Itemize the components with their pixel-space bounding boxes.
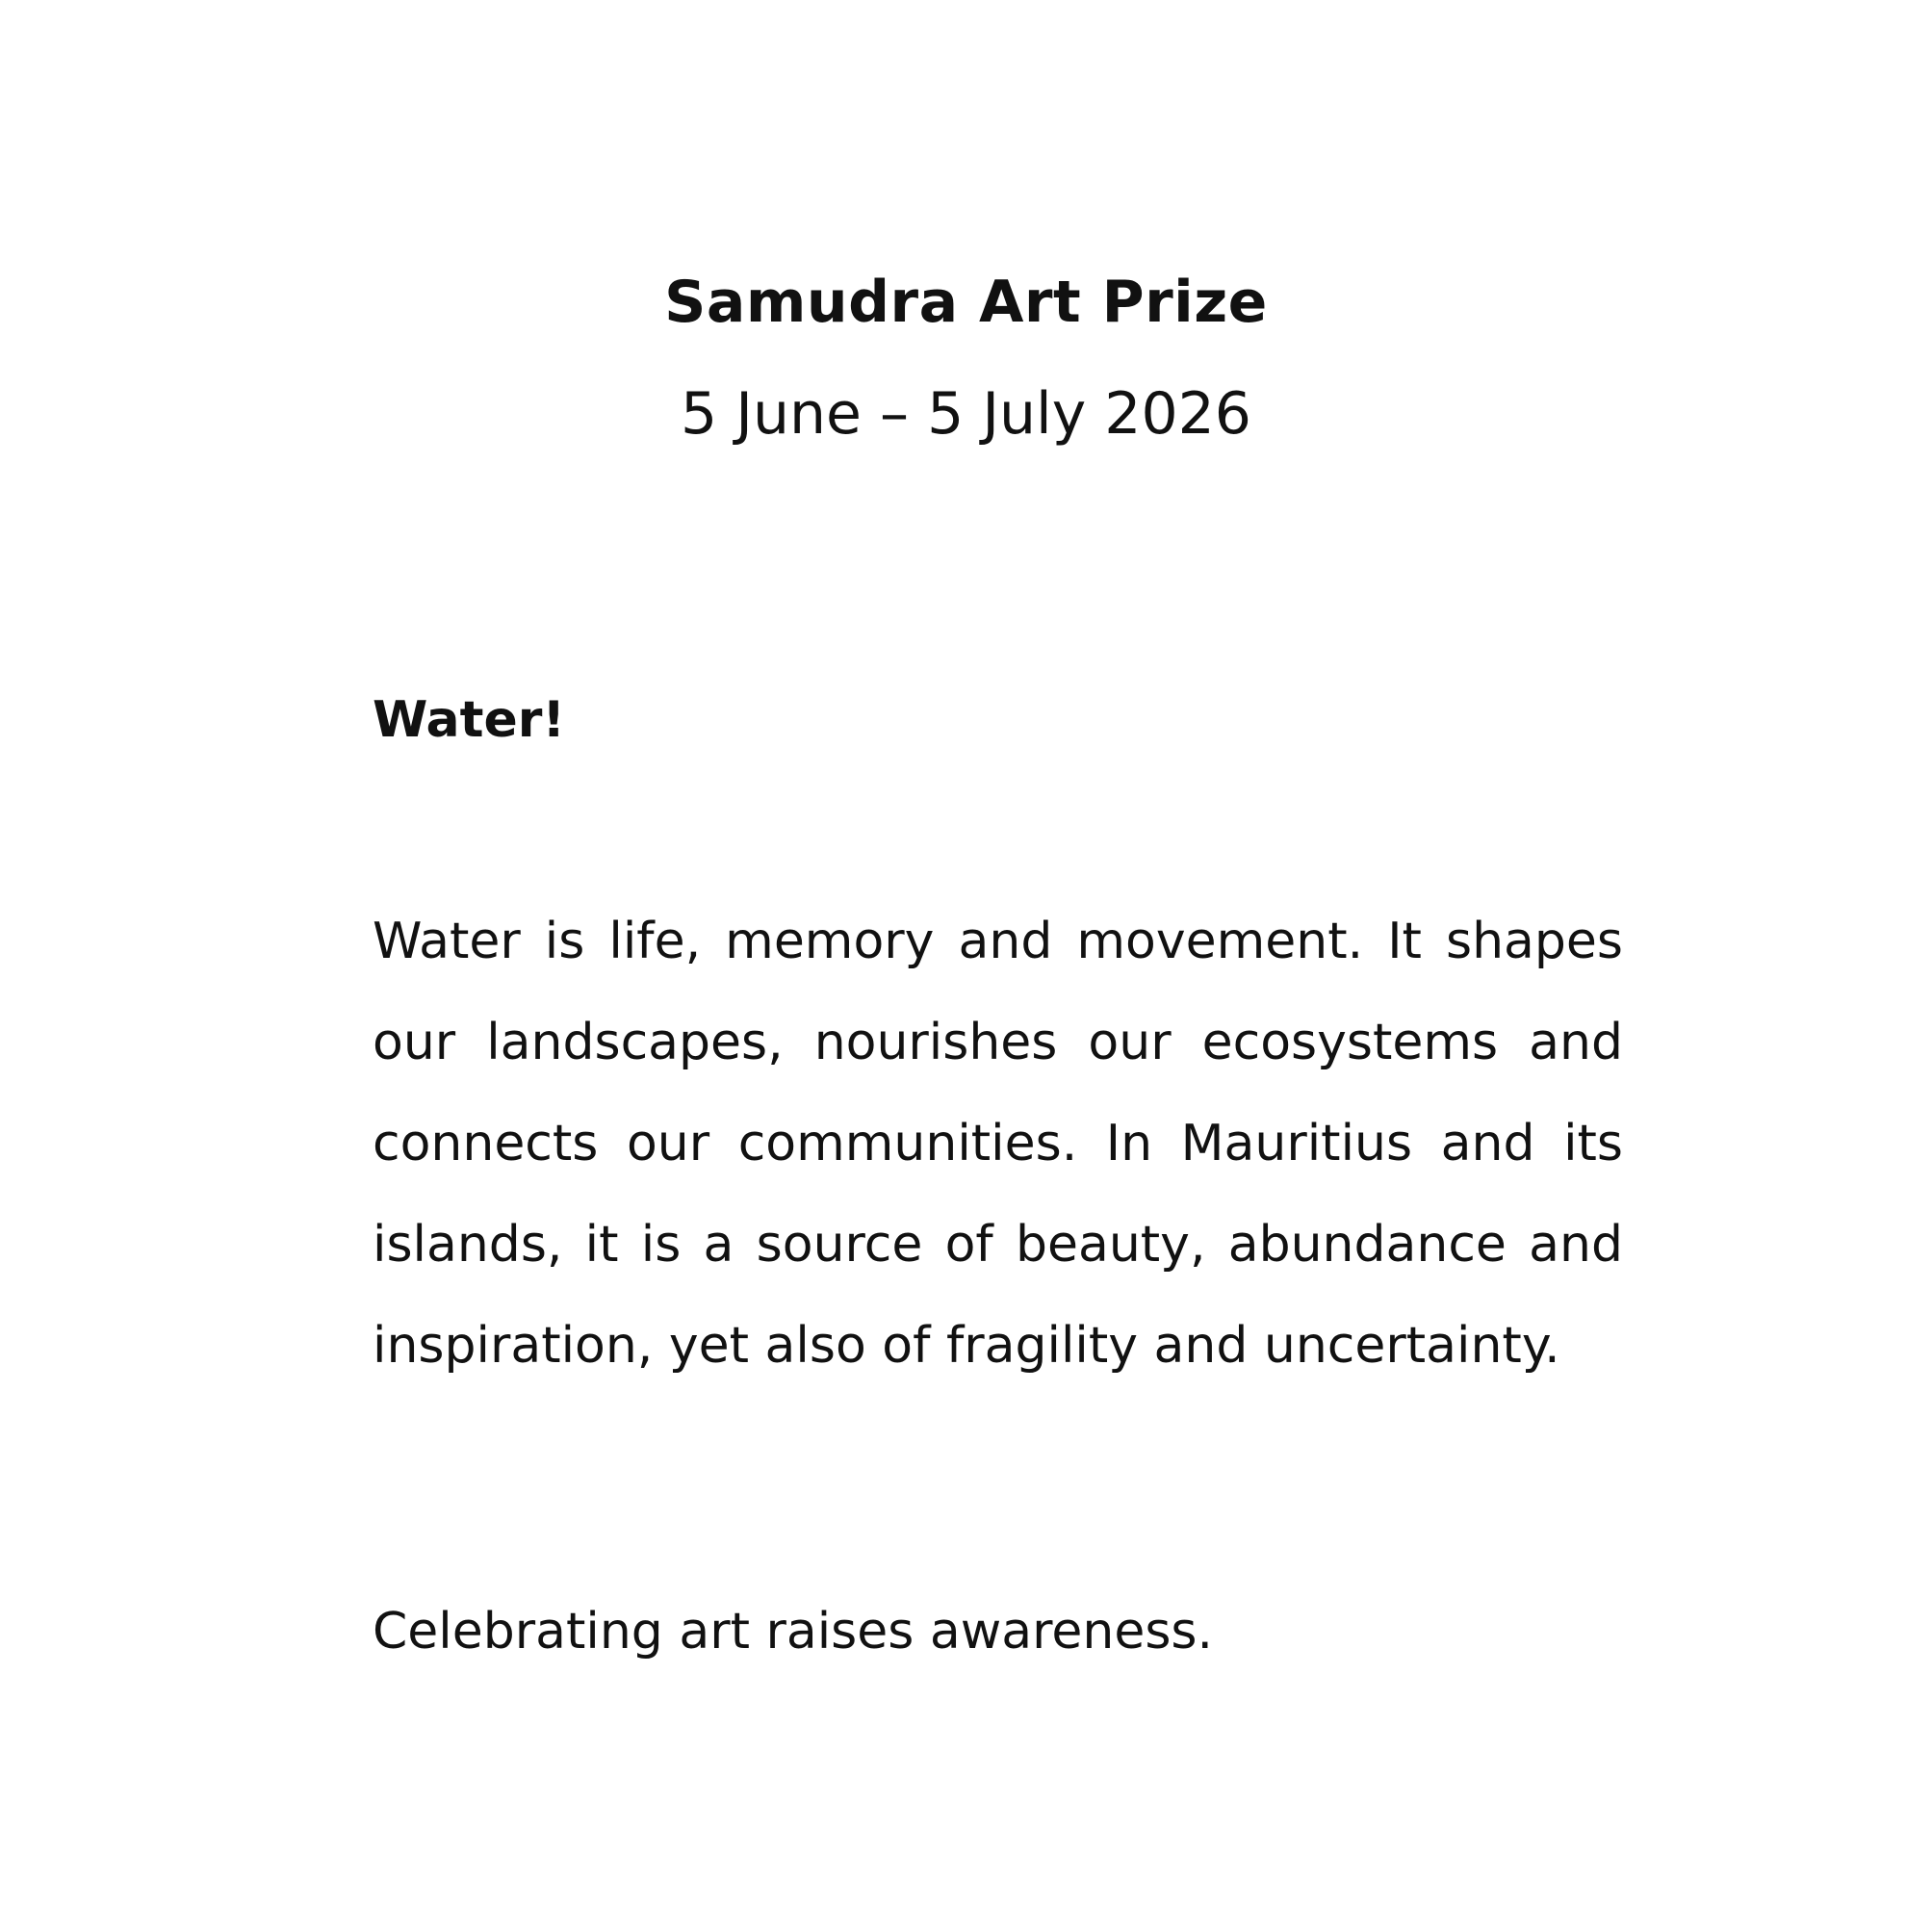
- body-paragraph: Water is life, memory and movement. It shapes our landscapes, nourishes our ecosystems and connects our communities. In Mauritius and its islands, it is a source of beauty, abundance and inspiration, yet also of fragility and uncertainty.: [373, 913, 1623, 1375]
- page-title: Samudra Art Prize: [664, 269, 1268, 336]
- section-heading: Water!: [373, 691, 566, 749]
- event-dates: 5 June – 5 July 2026: [681, 380, 1251, 448]
- closing-statement: Celebrating art raises awareness.: [373, 1603, 1214, 1661]
